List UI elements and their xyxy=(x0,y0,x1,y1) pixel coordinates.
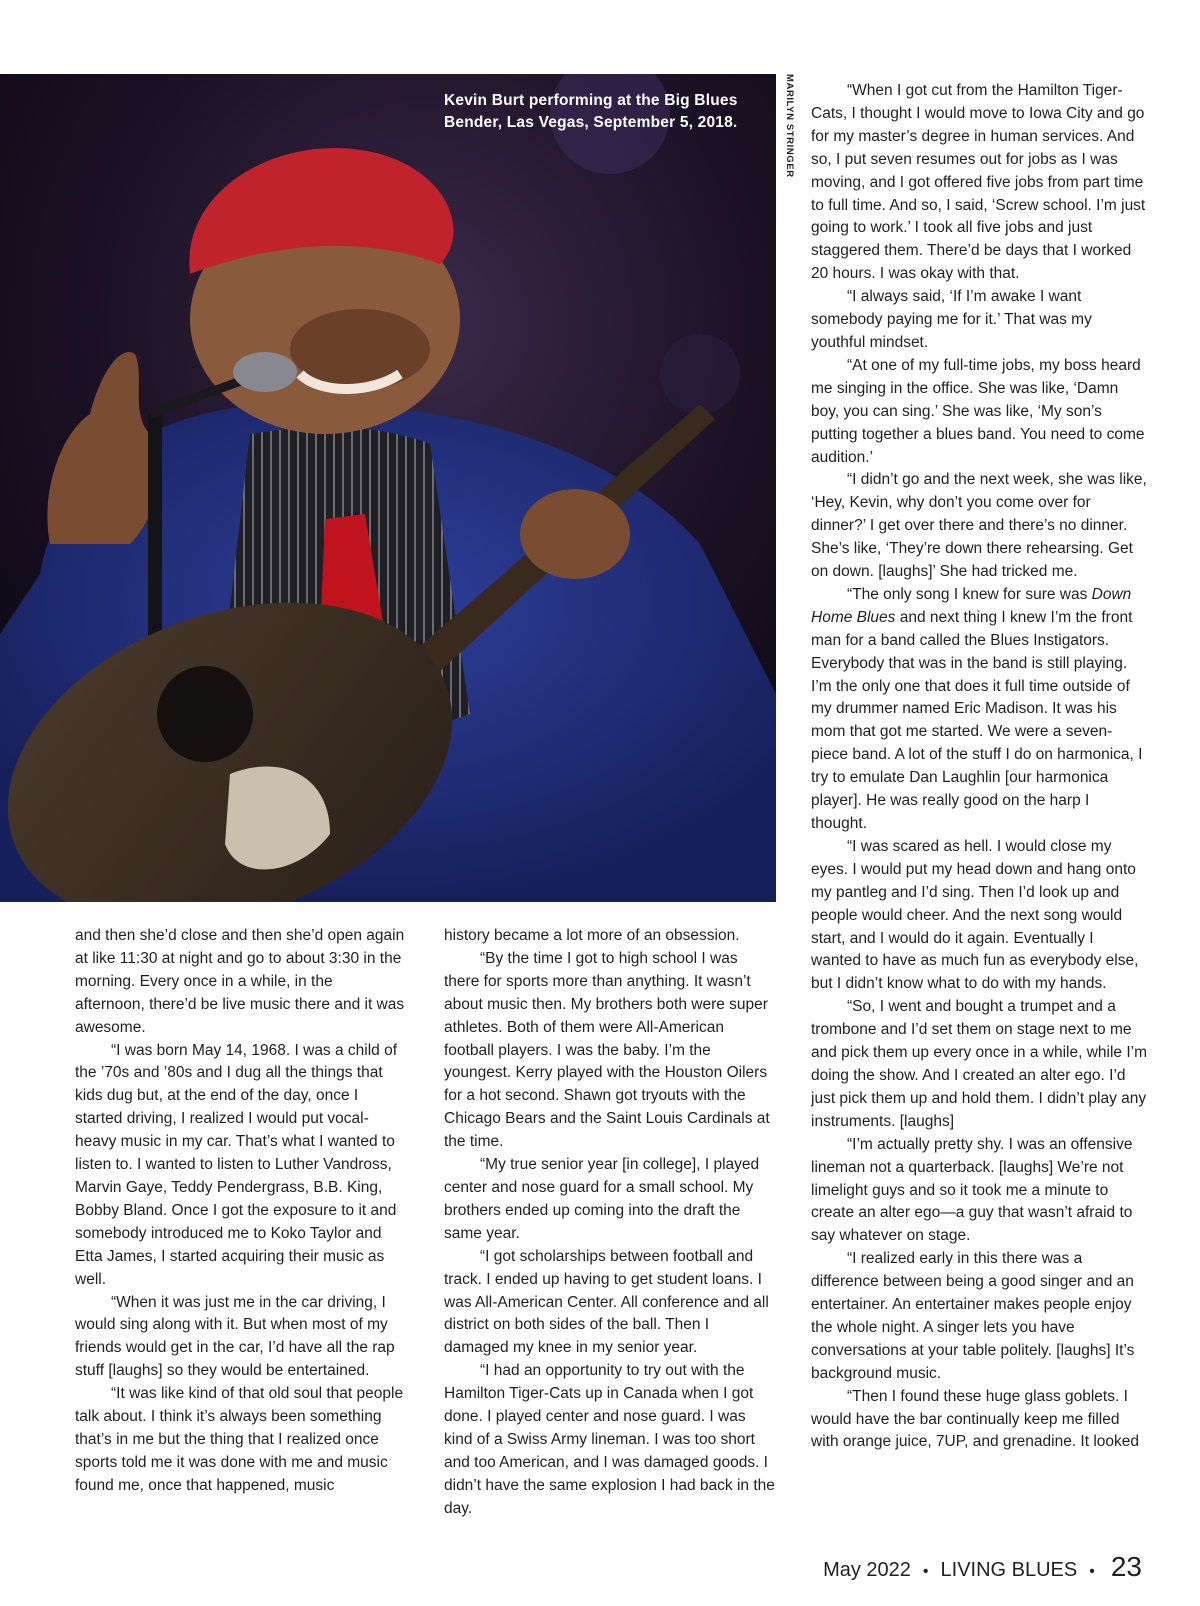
article-column-1 xyxy=(75,925,405,1525)
paragraph: “Then I found these huge glass goblets. I would have the bar continually keep me filled with orange juice, 7UP, and grenadine. It looked xyxy=(811,1387,1140,1451)
paragraph: “When I got cut from the Hamilton Tiger-Cats, I thought I would move to Iowa City and go for my master’s degree in human services. And so, I put seven resumes out for jobs as I was moving, and I got offered five jobs from part time to full time. And so, I said, ‘Screw school. I’m just going to work.’ I took all five jobs and just staggered them. There’d be days that I worked 20 hours. I was okay with that. xyxy=(811,82,1146,283)
paragraph: “I didn’t go and the next week, she was like, ‘Hey, Kevin, why don’t you come over for dinner?’ I get over there and there’s no dinner. She’s like, ‘They’re down there rehearsing. Get on down. [laughs]’ She had tricked me. xyxy=(811,471,1147,581)
article-column-2 xyxy=(444,925,777,1525)
paragraph: “I was born May 14, 1968. I was a child of the ’70s and ’80s and I dug all the things that kids dug but, at the end of the day, once I started driving, I realized I would put vocal-heavy music in my car. That’s what I wanted to listen to. I wanted to listen to Luther Vandross, Marvin Gaye, Teddy Pendergrass, B.B. King, Bobby Bland. Once I got the exposure to it and somebody introduced me to Koko Taylor and Etta James, I started acquiring their music as well. xyxy=(75,1041,398,1288)
paragraph-text: and next thing I knew I’m the front man for a band called the Blues Instigators. Everybody that was in the band is still playing. I’m the only one that does it full time outside of my drummer named Eric Madison. It was his mom that got me started. We were a seven-piece band. A lot of the stuff I do on harmonica, I try to emulate Dan Laughlin [our harmonica player]. He was really good on the harp I thought. xyxy=(811,608,1143,832)
paragraph: history became a lot more of an obsession. xyxy=(444,927,740,944)
page-footer xyxy=(823,1551,1142,1587)
paragraph: and then she’d close and then she’d open again at like 11:30 at night and go to about 3:30 in the morning. Every once in a while, in the afternoon, there’d be live music there and it was awesome. xyxy=(75,927,405,1036)
paragraph-text: “The only song I knew for sure was xyxy=(847,585,1092,603)
feature-photo xyxy=(0,74,776,902)
paragraph: “I always said, ‘If I’m awake I want somebody paying me for it.’ That was my youthful mindset. xyxy=(811,288,1092,351)
paragraph: “My true senior year [in college], I played center and nose guard for a small school. My brothers ended up coming into the draft the same year. xyxy=(444,1156,760,1242)
paragraph xyxy=(811,584,1147,836)
paragraph: “It was like kind of that old soul that people talk about. I think it’s always been something that’s in me but the thing that I realized once sports told me it was done with me and music found me, once that happened, music xyxy=(75,1385,404,1494)
caption-line-1: Kevin Burt performing at the Big Blues xyxy=(444,92,738,109)
paragraph: “When it was just me in the car driving, I would sing along with it. But when most of my friends would get in the car, I’d have all the rap stuff [laughs] so they would be entertained. xyxy=(75,1293,395,1380)
bullet-separator: • xyxy=(922,1563,929,1580)
caption-line-2: Bender, Las Vegas, September 5, 2018. xyxy=(444,114,738,131)
issue-date: May 2022 xyxy=(823,1559,911,1581)
paragraph: “I realized early in this there was a difference between being a good singer and an entertainer. An entertainer makes people enjoy the whole night. A singer lets you have conversations at your table politely. [laughs] It’s background music. xyxy=(811,1250,1135,1382)
paragraph: “At one of my full-time jobs, my boss heard me singing in the office. She was like, ‘Damn boy, you can sing.’ She was like, ‘My son’s putting together a blues band. You need to come audition.’ xyxy=(811,356,1145,466)
magazine-name: LIVING BLUES xyxy=(940,1559,1078,1581)
song-title: Down Home Blues xyxy=(811,585,1132,626)
paragraph: “I had an opportunity to try out with the Hamilton Tiger-Cats up in Canada when I got done. I played center and nose guard. I was kind of a Swiss Army lineman. I was too short and too American, and I was damaged goods. I didn’t have the same explosion I had back in the day. xyxy=(444,1362,775,1517)
paragraph: “By the time I got to high school I was there for sports more than anything. It wasn’t about music then. My brothers both were super athletes. Both of them were All-American football players. I was the baby. I’m the youngest. Kerry played with the Houston Oilers for a hot second. Shawn got tryouts with the Chicago Bears and the Saint Louis Cardinals at the time. xyxy=(444,949,770,1151)
singer-with-guitar-photo-icon xyxy=(0,74,776,902)
photo-credit: MARILYN STRINGER xyxy=(784,74,795,178)
paragraph: “So, I went and bought a trumpet and a trombone and I’d set them on stage next to me and pick them up every once in a while, while I’m doing the show. And I created an alter ego. I’d just pick them up and hold them. I didn’t play any instruments. [laughs] xyxy=(811,998,1147,1130)
paragraph: “I was scared as hell. I would close my eyes. I would put my head down and hang onto my pantleg and I’d sing. Then I’d look up and people would cheer. And the next song would start, and I would do it again. Eventually I wanted to have as much fun as everybody else, but I didn’t know what to do with my hands. xyxy=(811,837,1139,993)
photo-caption xyxy=(444,90,770,134)
article-column-3 xyxy=(811,80,1147,1525)
bullet-separator: • xyxy=(1089,1563,1095,1580)
paragraph: “I got scholarships between football and track. I ended up having to get student loans. I was All-American Center. All conference and all district on both sides of the ball. Then I damaged my knee in my senior year. xyxy=(444,1247,769,1357)
page-number: 23 xyxy=(1110,1551,1142,1582)
paragraph: “I’m actually pretty shy. I was an offensive lineman not a quarterback. [laughs] We’re not limelight guys and so it took me a minute to create an alter ego—a guy that wasn’t afraid to say whatever on stage. xyxy=(811,1135,1133,1245)
